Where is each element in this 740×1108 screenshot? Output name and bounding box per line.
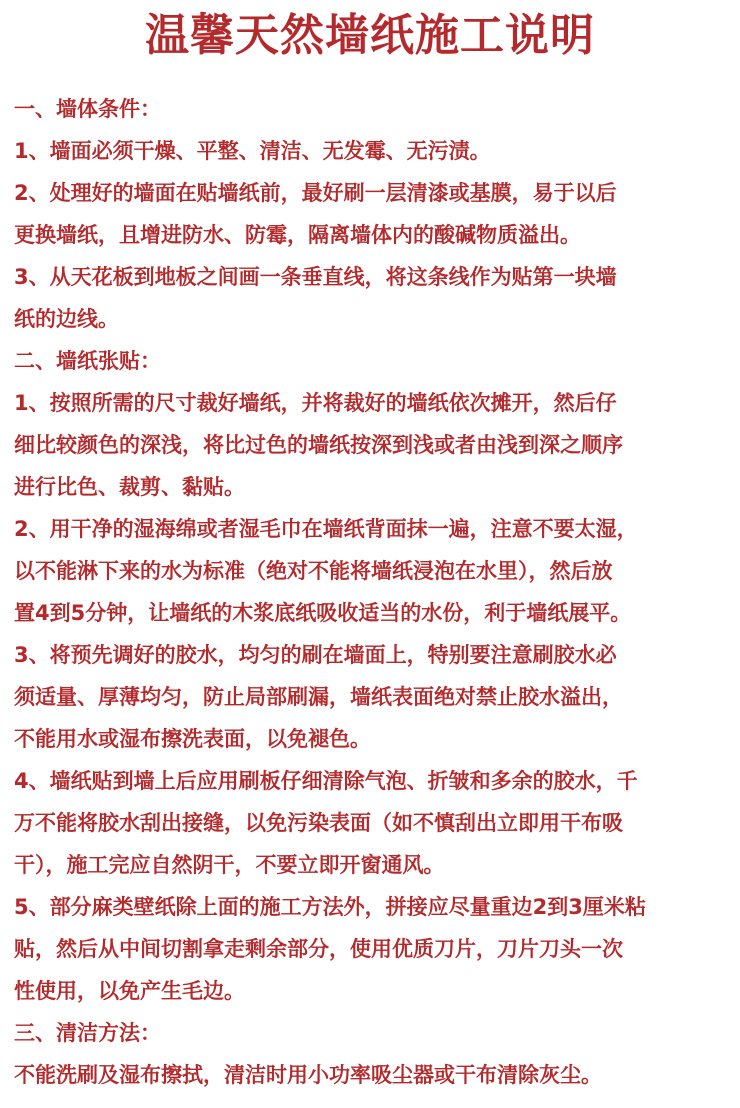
text-line: 以不能淋下来的水为标准（绝对不能将墙纸浸泡在水里），然后放 bbox=[14, 559, 613, 583]
text-line: 5、部分麻类壁纸除上面的施工方法外，拼接应尽量重边2到3厘米粘 bbox=[14, 895, 646, 919]
text-line: 3、从天花板到地板之间画一条垂直线，将这条线作为贴第一块墙 bbox=[14, 265, 617, 289]
text-line: 更换墙纸，且增进防水、防霉，隔离墙体内的酸碱物质溢出。 bbox=[14, 223, 581, 247]
text-line: 不能用水或湿布擦洗表面，以免褪色。 bbox=[14, 727, 371, 751]
text-line: 不能洗刷及湿布擦拭，清洁时用小功率吸尘器或干布清除灰尘。 bbox=[14, 1063, 602, 1087]
text-line: 性使用，以免产生毛边。 bbox=[14, 979, 245, 1003]
instructions-body bbox=[14, 88, 734, 1096]
text-line: 贴，然后从中间切割拿走剩余部分，使用优质刀片，刀片刀头一次 bbox=[14, 937, 623, 961]
text-line: 1、按照所需的尺寸裁好墙纸，并将裁好的墙纸依次摊开，然后仔 bbox=[14, 391, 617, 415]
section-heading-wallpaper-hanging: 二、墙纸张贴： bbox=[14, 349, 161, 373]
text-line: 须适量、厚薄均匀，防止局部刷漏，墙纸表面绝对禁止胶水溢出， bbox=[14, 685, 623, 709]
text-line: 干），施工完应自然阴干，不要立即开窗通风。 bbox=[14, 853, 445, 877]
text-line: 细比较颜色的深浅，将比过色的墙纸按深到浅或者由浅到深之顺序 bbox=[14, 433, 623, 457]
text-line: 2、用干净的湿海绵或者湿毛巾在墙纸背面抹一遍，注意不要太湿， bbox=[14, 517, 638, 541]
text-line: 2、处理好的墙面在贴墙纸前，最好刷一层清漆或基膜，易于以后 bbox=[14, 181, 617, 205]
text-line: 进行比色、裁剪、黏贴。 bbox=[14, 475, 245, 499]
text-line: 3、将预先调好的胶水，均匀的刷在墙面上，特别要注意刷胶水必 bbox=[14, 643, 617, 667]
document-title: 温馨天然墙纸施工说明 bbox=[145, 10, 595, 61]
text-line: 4、墙纸贴到墙上后应用刷板仔细清除气泡、折皱和多余的胶水，千 bbox=[14, 769, 638, 793]
text-line: 置4到5分钟，让墙纸的木浆底纸吸收适当的水份，利于墙纸展平。 bbox=[14, 601, 632, 625]
section-heading-wall-conditions: 一、墙体条件： bbox=[14, 97, 161, 121]
text-line: 万不能将胶水刮出接缝，以免污染表面（如不慎刮出立即用干布吸 bbox=[14, 811, 623, 835]
text-line: 1、墙面必须干燥、平整、清洁、无发霉、无污渍。 bbox=[14, 139, 491, 163]
section-heading-cleaning-method: 三、清洁方法： bbox=[14, 1021, 161, 1045]
text-line: 纸的边线。 bbox=[14, 307, 119, 331]
